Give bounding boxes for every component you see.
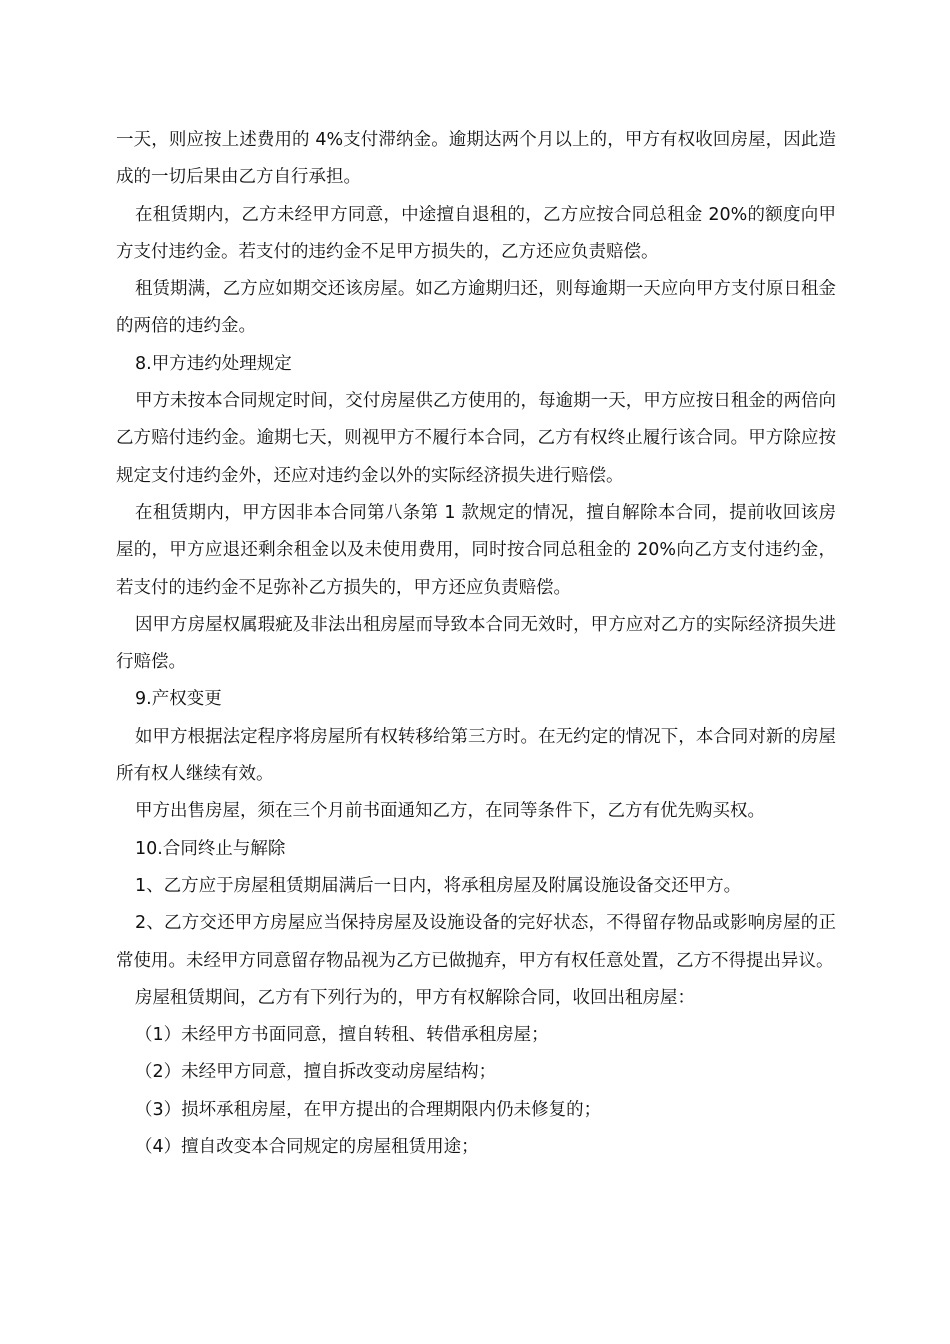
paragraph-lease-expiry: 租赁期满，乙方应如期交还该房屋。如乙方逾期归还，则每逾期一天应向甲方支付原日租金的两倍的违约金。 [116, 279, 836, 337]
section-heading-landlord-breach: 8.甲方违约处理规定 [135, 353, 292, 374]
paragraph-late-fee: 一天，则应按上述费用的 4%支付滞纳金。逾期达两个月以上的，甲方有权收回房屋，因此造成的一切后果由乙方自行承担。 [116, 130, 836, 188]
list-item-damage: （3）损坏承租房屋，在甲方提出的合理期限内仍未修复的； [135, 1099, 602, 1120]
paragraph-early-termination-landlord: 在租赁期内，甲方因非本合同第八条第 1 款规定的情况，擅自解除本合同，提前收回该房屋的，甲方应退还剩余租金以及未使用费用，同时按合同总租金的 20%向乙方支付违约金，若支付的违约金不足弥补乙方损失的，甲方还应负责赔偿。 [116, 502, 836, 598]
paragraph-return-property: 1、乙方应于房屋租赁期届满后一日内，将承租房屋及附属设施设备交还甲方。 [135, 875, 742, 896]
document-body [116, 122, 836, 1166]
section-heading-termination: 10.合同终止与解除 [135, 838, 286, 859]
list-item-sublet: （1）未经甲方书面同意，擅自转租、转借承租房屋； [135, 1025, 549, 1046]
paragraph-preemptive-right: 甲方出售房屋，须在三个月前书面通知乙方，在同等条件下，乙方有优先购买权。 [135, 801, 765, 822]
list-item-change-use: （4）擅自改变本合同规定的房屋租赁用途； [135, 1137, 479, 1158]
paragraph-early-termination-tenant: 在租赁期内，乙方未经甲方同意，中途擅自退租的，乙方应按合同总租金 20%的额度向甲方支付违约金。若支付的违约金不足甲方损失的，乙方还应负责赔偿。 [116, 204, 836, 262]
paragraph-termination-conditions: 房屋租赁期间，乙方有下列行为的，甲方有权解除合同，收回出租房屋： [135, 987, 695, 1008]
paragraph-property-condition: 2、乙方交还甲方房屋应当保持房屋及设施设备的完好状态，不得留存物品或影响房屋的正常使用。未经甲方同意留存物品视为乙方已做抛弃，甲方有权任意处置，乙方不得提出异议。 [116, 913, 836, 971]
paragraph-late-delivery: 甲方未按本合同规定时间，交付房屋供乙方使用的，每逾期一天，甲方应按日租金的两倍向乙方赔付违约金。逾期七天，则视甲方不履行本合同，乙方有权终止履行该合同。甲方除应按规定支付违约金外，还应对违约金以外的实际经济损失进行赔偿。 [116, 391, 836, 486]
paragraph-title-defect: 因甲方房屋权属瑕疵及非法出租房屋而导致本合同无效时，甲方应对乙方的实际经济损失进行赔偿。 [116, 614, 836, 673]
paragraph-ownership-transfer: 如甲方根据法定程序将房屋所有权转移给第三方时。在无约定的情况下，本合同对新的房屋所有权人继续有效。 [116, 726, 836, 785]
list-item-structure-change: （2）未经甲方同意，擅自拆改变动房屋结构； [135, 1062, 497, 1083]
section-heading-ownership-change: 9.产权变更 [135, 689, 222, 710]
